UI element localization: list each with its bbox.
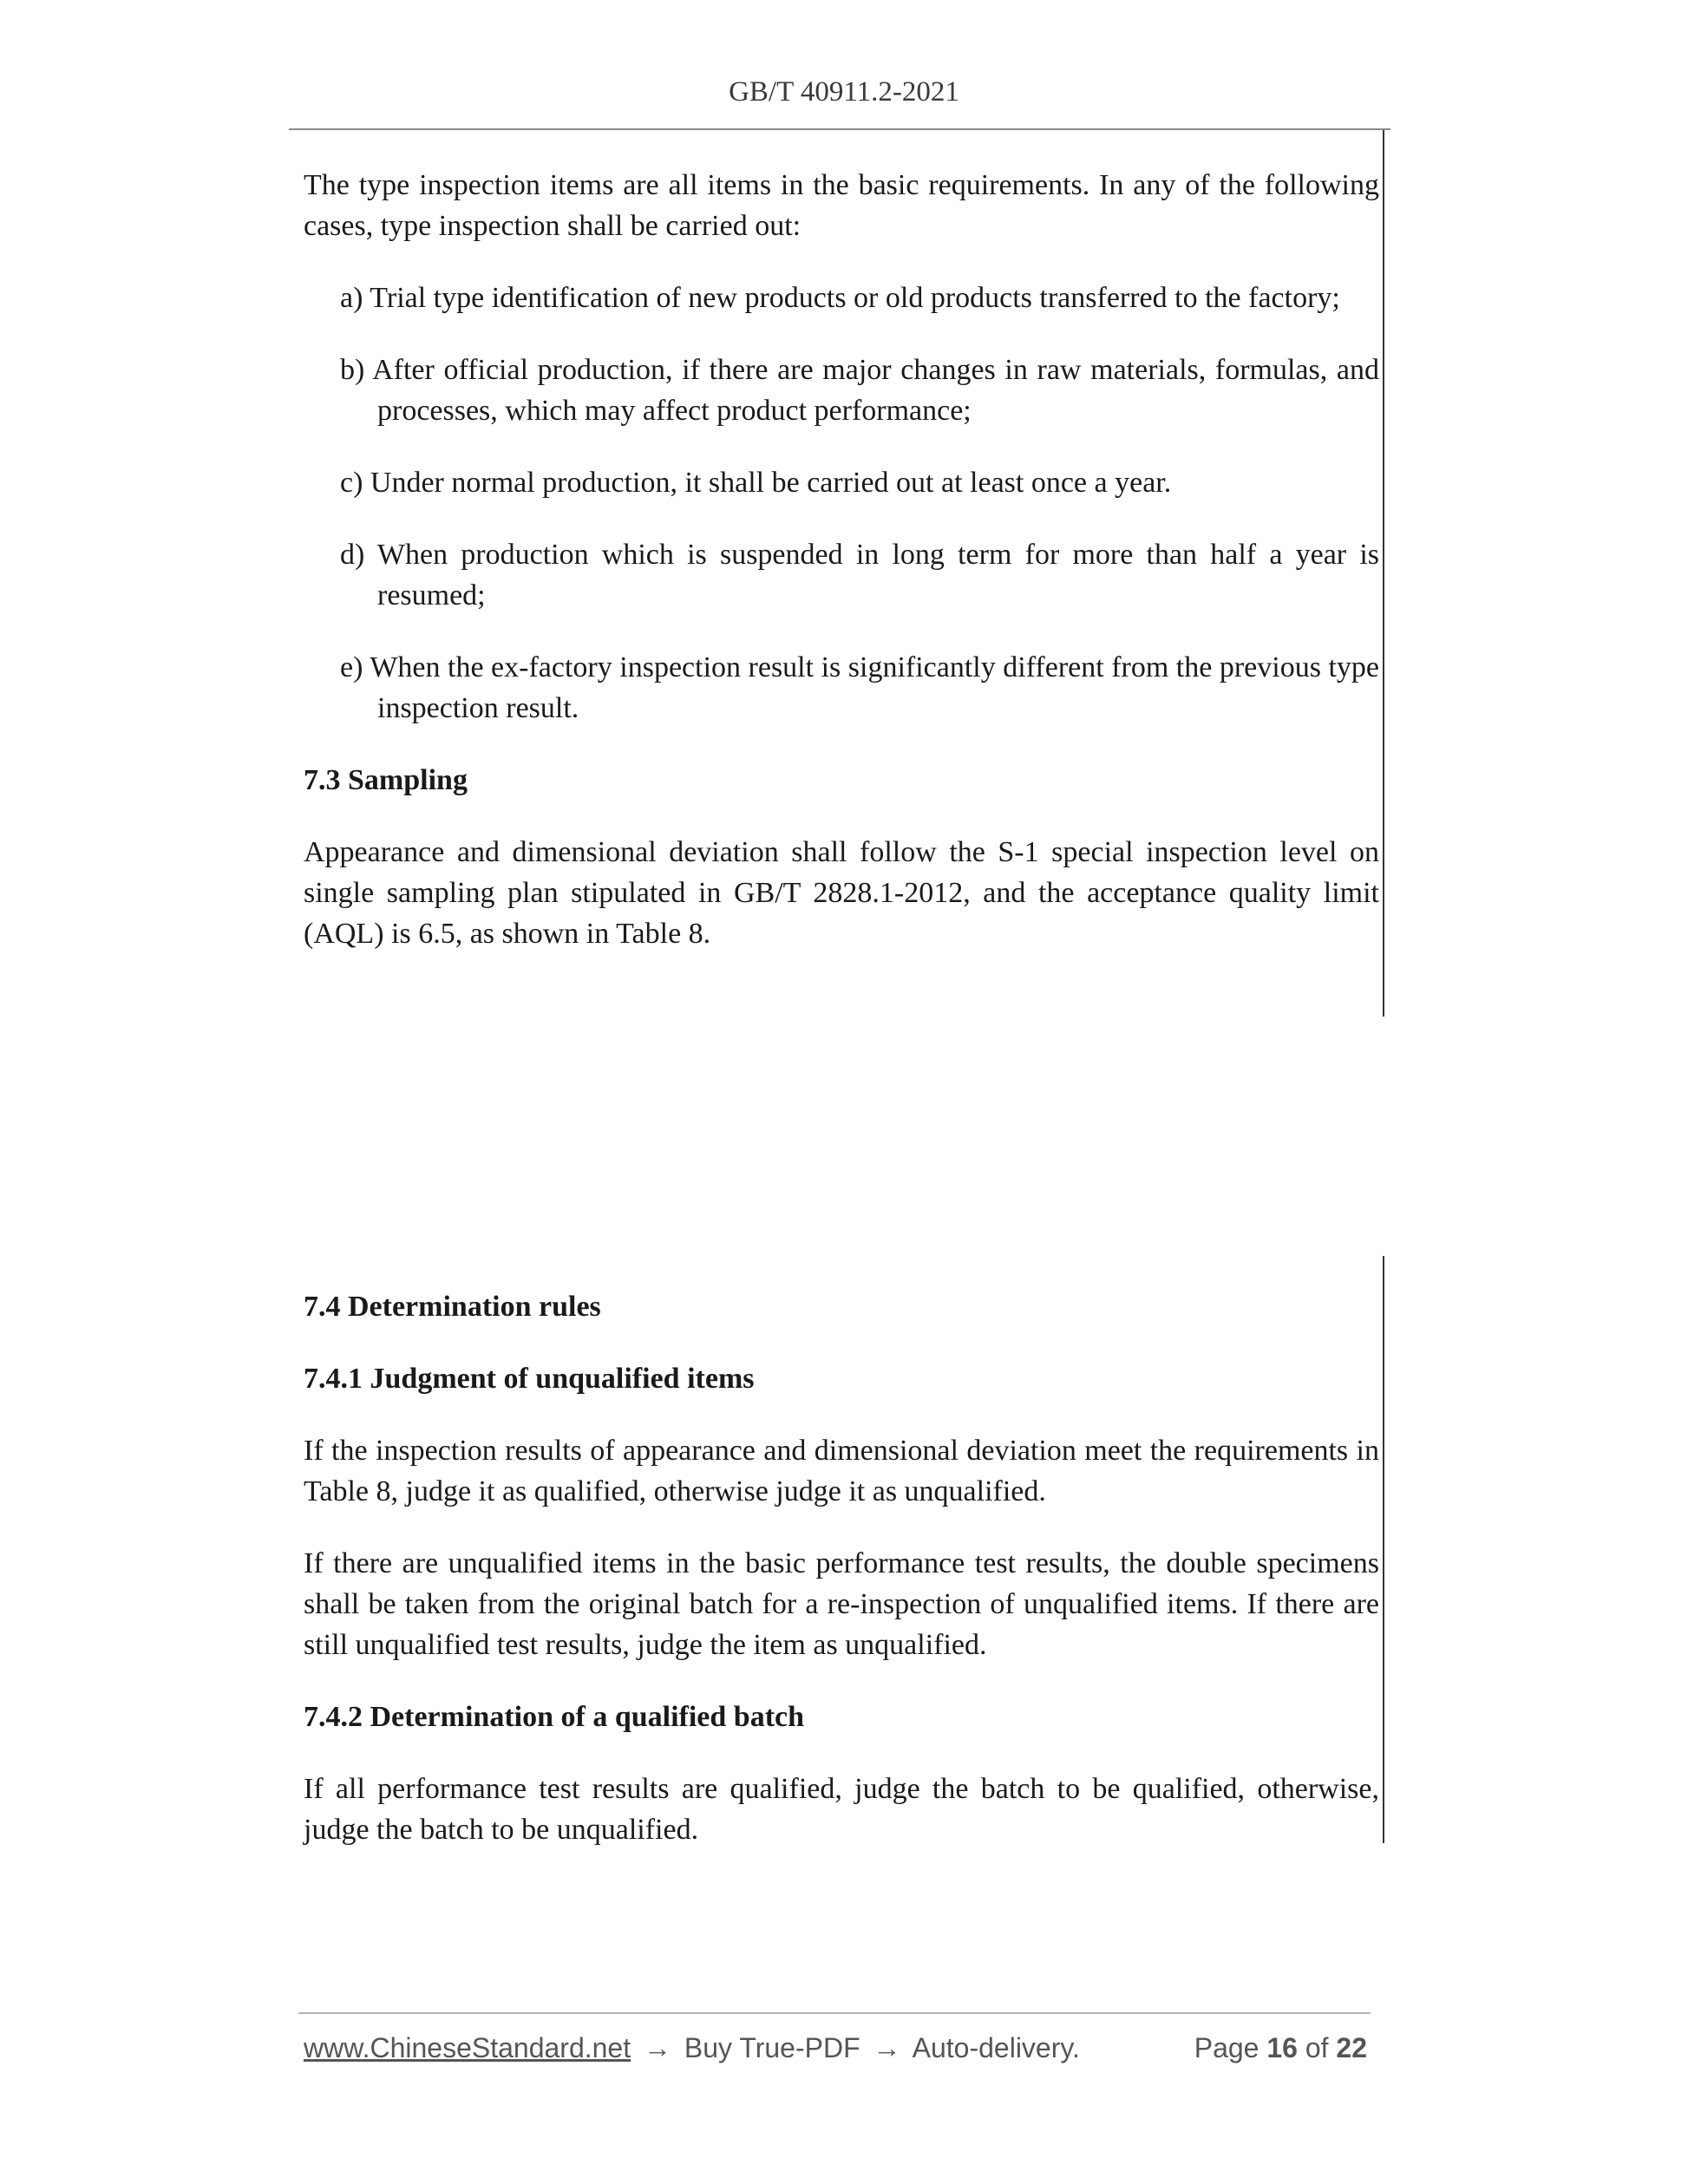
of-label: of	[1305, 2032, 1329, 2063]
footer-divider	[298, 2012, 1371, 2014]
unqualified-items-heading: 7.4.1 Judgment of unqualified items	[304, 1363, 755, 1395]
arrow-right-icon: →	[873, 2032, 901, 2063]
qualified-batch-heading: 7.4.2 Determination of a qualified batch	[304, 1701, 805, 1733]
unqualified-items-paragraph-1: If the inspection results of appearance and dimensional deviation meet the requirements in Table 8, judge it as qualified, otherwise judge it as unqualified.	[304, 1435, 1379, 1507]
list-item-d: d) When production which is suspended in long term for more than half a year is resumed;	[340, 539, 1379, 611]
page-label: Page	[1194, 2032, 1259, 2063]
qualified-batch-paragraph: If all performance test results are qualified, judge the batch to be qualified, otherwise, judge the batch to be unqualified.	[304, 1773, 1379, 1846]
buy-true-pdf-text: Buy True-PDF	[684, 2032, 860, 2063]
unqualified-items-paragraph-2: If there are unqualified items in the basic performance test results, the double specimens shall be taken from the original batch for a re-inspection of unqualified items. If there are still unqualified test results, judge the item as unqualified.	[304, 1547, 1379, 1661]
section-type-inspection	[304, 165, 1379, 954]
list-item-a: a) Trial type identification of new products or old products transferred to the factory;	[340, 282, 1340, 314]
inspection-case-list	[340, 278, 1379, 729]
revision-bar-bottom	[1383, 1256, 1384, 1843]
section-determination-rules	[304, 1286, 1379, 1850]
type-inspection-intro: The type inspection items are all items in the basic requirements. In any of the following cases, type inspection shall be carried out:	[304, 169, 1379, 242]
site-link[interactable]: www.ChineseStandard.net	[304, 2032, 631, 2063]
page-footer	[304, 2032, 1371, 2064]
document-id-header: GB/T 40911.2-2021	[729, 76, 959, 108]
list-item-b: b) After official production, if there are major changes in raw materials, formulas, and processes, which may affect product performance;	[340, 354, 1379, 427]
sampling-heading: 7.3 Sampling	[304, 764, 468, 796]
arrow-right-icon: →	[644, 2032, 671, 2063]
page-total: 22	[1336, 2032, 1367, 2063]
auto-delivery-text: Auto-delivery.	[912, 2032, 1080, 2063]
page-counter	[1194, 2032, 1367, 2064]
list-item-e: e) When the ex-factory inspection result is significantly different from the previous type inspection result.	[340, 651, 1379, 724]
sampling-paragraph: Appearance and dimensional deviation shall follow the S-1 special inspection level on single sampling plan stipulated in GB/T 2828.1-2012, and the acceptance quality limit (AQL) is 6.5, as shown in Table 8.	[304, 836, 1379, 950]
revision-bar-top	[1383, 130, 1384, 1017]
determination-rules-heading: 7.4 Determination rules	[304, 1291, 601, 1323]
page-number: 16	[1266, 2032, 1298, 2063]
header-divider	[289, 128, 1390, 130]
list-item-c: c) Under normal production, it shall be carried out at least once a year.	[340, 467, 1172, 499]
